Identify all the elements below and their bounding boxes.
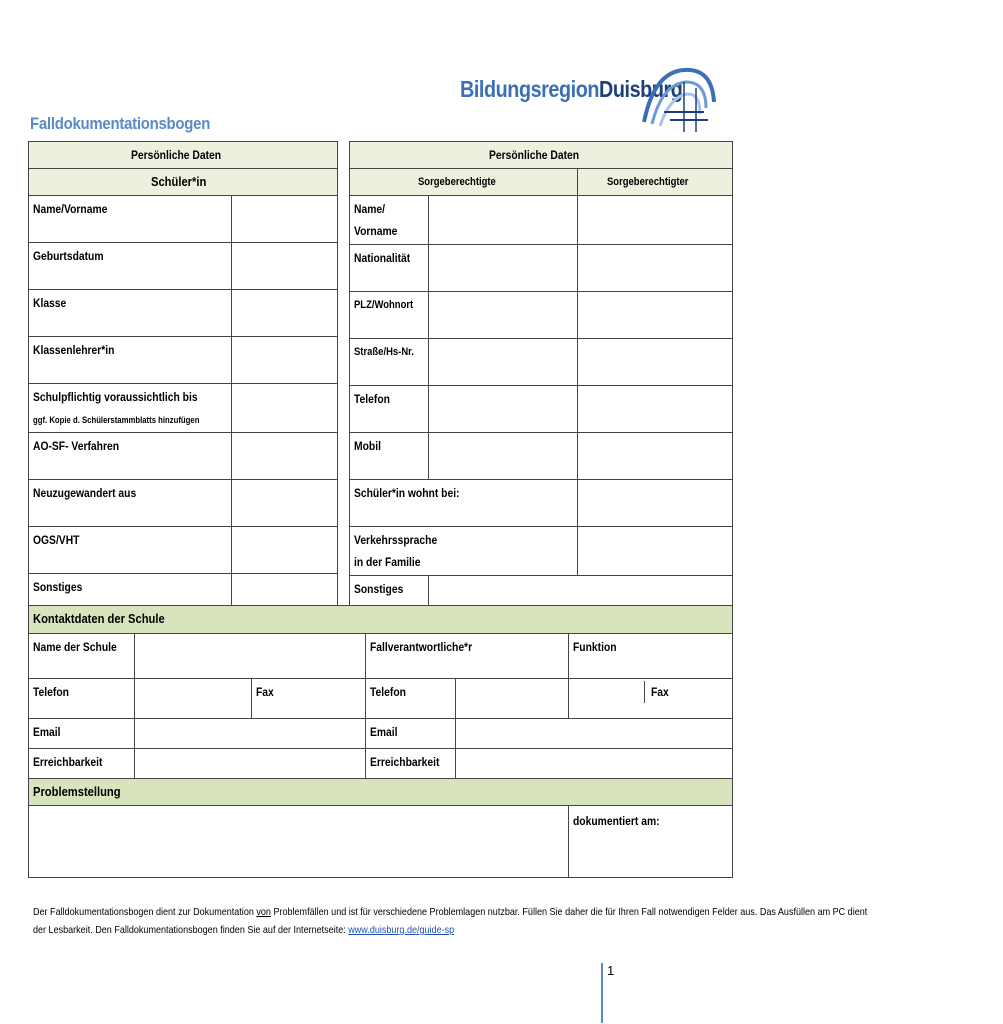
input-mobil-2[interactable] [577, 433, 732, 480]
footer-text-1c: Problemfällen und ist für verschiedene Problemlagen nutzbar. Füllen Sie daher die für Ihren Fall notwendigen Felder aus. Das Ausfüllen am PC dient [270, 906, 868, 918]
input-telefon-schule[interactable] [135, 679, 252, 719]
col-sorgeberechtigte: Sorgeberechtigte [418, 176, 496, 188]
label-telefon-schule: Telefon [33, 685, 69, 699]
label-telefon-right: Telefon [354, 392, 390, 406]
label-fax-fall: Fax [651, 685, 669, 699]
input-klasse[interactable] [231, 290, 337, 337]
input-strasse-2[interactable] [577, 339, 732, 386]
page-number: 1 [601, 963, 614, 1023]
label-klassenlehrer: Klassenlehrer*in [33, 343, 115, 357]
input-klassenlehrer[interactable] [231, 337, 337, 384]
input-neuzugewandert[interactable] [231, 480, 337, 527]
label-mobil: Mobil [354, 439, 381, 453]
input-wohnt-bei[interactable] [577, 480, 732, 527]
label-neuzugewandert: Neuzugewandert aus [33, 486, 137, 500]
input-name-der-schule[interactable] [135, 634, 366, 679]
input-telefon-2[interactable] [577, 386, 732, 433]
input-name-sorgeberechtigte[interactable] [428, 196, 577, 245]
school-contact-table [28, 605, 733, 878]
input-nationalitaet-1[interactable] [428, 245, 577, 292]
label-funktion: Funktion [573, 640, 617, 654]
label-name-der-schule: Name der Schule [33, 640, 117, 654]
input-verkehrssprache[interactable] [577, 527, 732, 576]
label-telefon-fall: Telefon [370, 685, 407, 699]
footer-text-1b: von [256, 906, 271, 918]
label-email-fall: Email [370, 725, 398, 739]
input-strasse-1[interactable] [428, 339, 577, 386]
input-nationalitaet-2[interactable] [577, 245, 732, 292]
label-wohnt-bei: Schüler*in wohnt bei: [354, 486, 460, 500]
input-erreichbarkeit-schule[interactable] [135, 749, 366, 779]
input-ogs-vht[interactable] [231, 527, 337, 574]
label-verkehrssprache: Verkehrssprache in der Familie [354, 533, 438, 569]
input-name-vorname[interactable] [231, 196, 337, 243]
input-plz-1[interactable] [428, 292, 577, 339]
kontakt-header: Kontaktdaten der Schule [33, 611, 165, 626]
note-schuelerstammblatt: ggf. Kopie d. Schülerstammblatts hinzufügen [33, 415, 200, 425]
logo-part1: Bildungsregion [460, 76, 600, 102]
input-email-fall[interactable] [456, 719, 733, 749]
input-ao-sf[interactable] [231, 433, 337, 480]
label-nationalitaet: Nationalität [354, 251, 411, 265]
label-erreichbarkeit-fall: Erreichbarkeit [370, 755, 440, 769]
input-name-sorgeberechtigter[interactable] [577, 196, 732, 245]
left-header: Persönliche Daten [130, 148, 221, 162]
label-fax-schule: Fax [256, 685, 275, 699]
label-geburtsdatum: Geburtsdatum [33, 249, 104, 263]
document-title: Falldokumentationsbogen [30, 114, 211, 133]
footer-note [33, 903, 868, 939]
input-telefon-1[interactable] [428, 386, 577, 433]
col-sorgeberechtigter: Sorgeberechtigter [607, 176, 689, 188]
input-plz-2[interactable] [577, 292, 732, 339]
label-strasse: Straße/Hs-Nr. [354, 346, 414, 358]
input-fax-fall[interactable] [569, 681, 645, 703]
label-ao-sf: AO-SF- Verfahren [33, 439, 120, 453]
guardian-data-table [349, 141, 733, 609]
student-subheader: Schüler*in [150, 174, 207, 189]
bildungsregion-logo [456, 62, 718, 136]
input-telefon-fall[interactable] [456, 679, 569, 719]
wave-slide-icon [634, 62, 718, 136]
input-geburtsdatum[interactable] [231, 243, 337, 290]
label-fallverantwortlich: Fallverantwortliche*r [370, 640, 473, 654]
right-header: Persönliche Daten [488, 148, 579, 162]
label-klasse: Klasse [33, 296, 67, 310]
footer-text-1a: Der Falldokumentationsbogen dient zur Dokumentation [33, 906, 257, 918]
label-name-vorname: Name/Vorname [33, 202, 108, 216]
footer-link[interactable]: www.duisburg.de/guide-sp [348, 924, 455, 936]
student-data-table [28, 141, 338, 607]
label-ogs-vht: OGS/VHT [33, 533, 80, 547]
label-schulpflichtig: Schulpflichtig voraussichtlich bis [33, 390, 198, 404]
label-dokumentiert-am: dokumentiert am: [573, 814, 660, 828]
input-sonstiges-left[interactable] [231, 574, 337, 607]
problem-header: Problemstellung [33, 784, 121, 799]
label-sonstiges-right: Sonstiges [354, 582, 404, 596]
input-sonstiges-right[interactable] [428, 576, 732, 609]
input-erreichbarkeit-fall[interactable] [456, 749, 733, 779]
input-mobil-1[interactable] [428, 433, 577, 480]
label-name-vorname-right: Name/ Vorname [354, 202, 398, 238]
input-email-schule[interactable] [135, 719, 366, 749]
footer-text-2: der Lesbarkeit. Den Falldokumentationsbogen finden Sie auf der Internetseite: [33, 924, 349, 936]
label-erreichbarkeit-schule: Erreichbarkeit [33, 755, 103, 769]
label-email-schule: Email [33, 725, 61, 739]
logo-part2: Duisburg [599, 76, 683, 102]
input-schulpflichtig[interactable] [231, 384, 337, 433]
input-problemstellung[interactable] [29, 806, 569, 878]
label-plz-wohnort: PLZ/Wohnort [354, 299, 414, 311]
label-sonstiges-left: Sonstiges [33, 580, 83, 594]
